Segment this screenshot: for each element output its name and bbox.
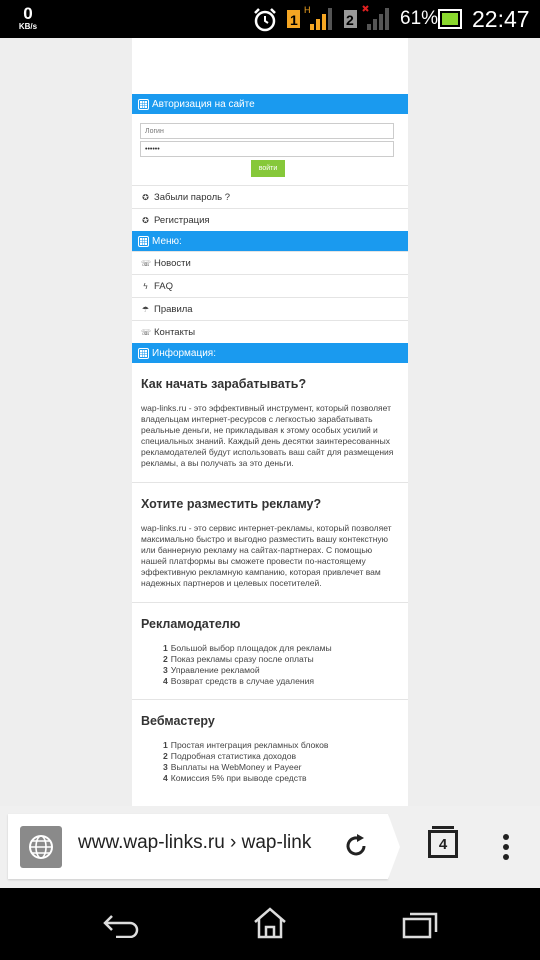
user-add-icon: ✪ (142, 215, 149, 225)
info-block-advertise (132, 483, 408, 603)
forgot-password-link[interactable] (132, 185, 408, 208)
sim2-signal-icon (343, 4, 395, 32)
list-item: 1 Простая интеграция рекламных блоков (163, 740, 329, 750)
clock: 22:47 (472, 6, 530, 32)
info-block-text: wap-links.ru - это сервис интернет-рекламы, который позволяет максимально быстро и выгодно разместить вашу контекстную или баннерную рекламу на сайтах-партнерах. С помощью нашей платформы вы сможете провести по-настоящему эффективную рекламную кампанию, которая привлечет вам надежных партнеров и целевых посетителей. (141, 523, 392, 588)
menu-item-label: FAQ (154, 280, 174, 292)
tabs-stack-line (432, 826, 454, 829)
info-block-webmaster (132, 700, 408, 792)
svg-text:H: H (304, 5, 311, 15)
lightning-icon: ϟ (143, 281, 148, 291)
home-icon[interactable] (252, 906, 288, 940)
address-bar-arrow (388, 814, 400, 879)
login-input[interactable] (140, 123, 394, 139)
svg-text:2: 2 (346, 12, 354, 28)
tab-count: 4 (438, 835, 448, 853)
back-icon[interactable] (102, 912, 140, 938)
list-item: 3 Управление рекламой (163, 665, 260, 675)
list-item: 4 Возврат средств в случае удаления (163, 676, 315, 686)
info-block-title: Хотите разместить рекламу? (141, 497, 322, 511)
menu-item-label: Правила (154, 303, 193, 315)
menu-item-rules[interactable] (132, 297, 408, 320)
info-block-title: Как начать зарабатывать? (141, 377, 307, 391)
battery-percent: 61% (400, 8, 439, 29)
grid-icon (138, 236, 149, 247)
list-item: 2 Подробная статистика доходов (163, 751, 297, 761)
news-icon: ☏ (141, 258, 152, 268)
menu-item-faq[interactable] (132, 274, 408, 297)
info-header (132, 343, 408, 363)
list-item: 3 Выплаты на WebMoney и Payeer (163, 762, 302, 772)
alarm-icon (252, 7, 278, 33)
browser-toolbar (0, 806, 540, 888)
list-item: 4 Комиссия 5% при выводе средств (163, 773, 307, 783)
webmaster-list (141, 740, 399, 784)
grid-icon (138, 348, 149, 359)
key-icon: ✪ (142, 192, 149, 202)
url-text[interactable]: www.wap-links.ru › wap-link (78, 832, 312, 853)
battery-icon (438, 7, 464, 31)
globe-icon[interactable] (20, 826, 62, 868)
top-spacer (132, 38, 408, 94)
list-item: 1 Большой выбор площадок для рекламы (163, 643, 332, 653)
auth-header-label: Авторизация на сайте (152, 98, 255, 110)
overflow-menu-icon[interactable] (498, 834, 514, 864)
info-block-title: Вебмастеру (141, 714, 215, 728)
tabs-button[interactable] (428, 830, 458, 858)
menu-item-contacts[interactable] (132, 320, 408, 343)
info-block-text: wap-links.ru - это эффективный инструмент, который позволяет владельцам интернет-ресурсов с легкостью зарабатывать реальные деньги, не прикладывая к этому особых усилий и специальных знаний. Каждый день десятки заинтересованных рекламодателей будут использовать ваш сайт для размещения рекламы, а вы получать за это деньги. (141, 403, 394, 468)
grid-icon (138, 99, 149, 110)
network-speed-value: 0 (23, 4, 33, 23)
auth-header (132, 94, 408, 114)
menu-item-label: Новости (154, 257, 191, 269)
status-bar (0, 0, 540, 38)
menu-item-news[interactable] (132, 251, 408, 274)
address-bar[interactable] (8, 814, 388, 879)
navigation-bar (0, 888, 540, 960)
login-form (132, 114, 408, 185)
forgot-password-label: Забыли пароль ? (154, 191, 230, 203)
web-page (132, 38, 408, 806)
rules-icon: ☂ (141, 304, 150, 314)
advertiser-list (141, 643, 399, 687)
login-button[interactable]: войти (251, 160, 285, 177)
list-item: 2 Показ рекламы сразу после оплаты (163, 654, 314, 664)
info-block-title: Рекламодателю (141, 617, 241, 631)
menu-item-label: Контакты (154, 326, 196, 338)
register-label: Регистрация (154, 214, 210, 226)
info-header-label: Информация: (152, 347, 217, 359)
password-input[interactable] (140, 141, 394, 157)
recent-apps-icon[interactable] (402, 910, 438, 940)
info-block-earn (132, 363, 408, 483)
contacts-icon: ☏ (141, 327, 152, 337)
sim1-signal-icon (286, 4, 338, 32)
register-link[interactable] (132, 208, 408, 231)
network-speed (14, 5, 42, 31)
info-block-advertiser (132, 603, 408, 700)
reload-icon[interactable] (342, 832, 370, 860)
menu-header (132, 231, 408, 251)
network-speed-unit: KB/s (18, 22, 38, 31)
menu-header-label: Меню: (152, 235, 182, 247)
svg-text:1: 1 (290, 12, 298, 28)
